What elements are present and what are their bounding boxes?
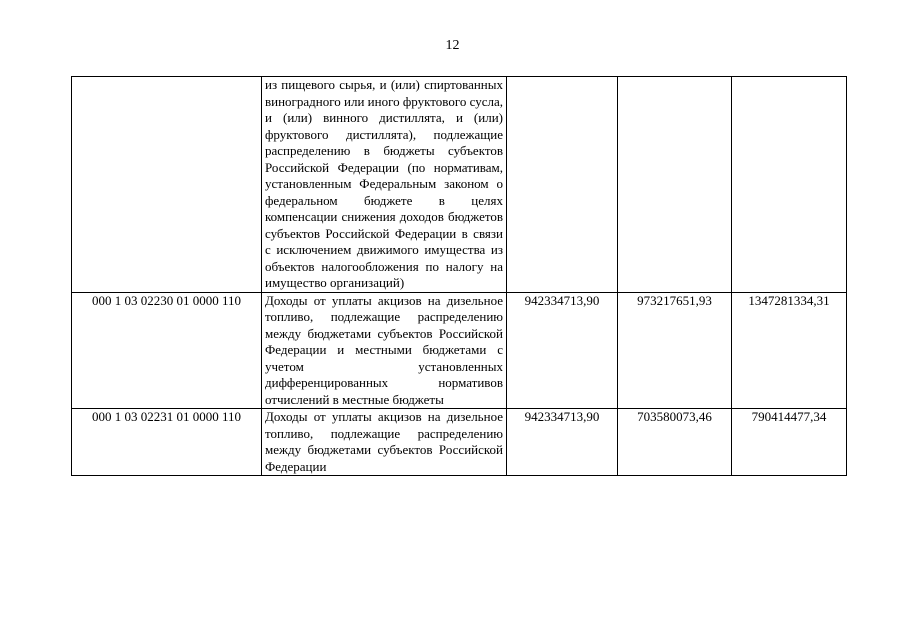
amount-cell-3: 790414477,34 <box>732 409 847 476</box>
page-number: 12 <box>445 38 460 53</box>
budget-code-cell <box>72 77 262 293</box>
revenue-name-cell: из пищевого сырья, и (или) спиртованных виноградного или иного фруктового сусла, и (или) винного дистиллята, и (или) фруктового дистиллята), подлежащие распределению в бюджеты субъектов Российской Федерации (по нормативам, установленным Федеральным законом о федеральном бюджете в целях компенсации снижения доходов бюджетов субъектов Российской Федерации в связи с исключением движимого имущества из объектов налогообложения по налогу на имущество организаций) <box>262 77 507 293</box>
amount-cell-1 <box>507 77 618 293</box>
budget-code-cell: 000 1 03 02231 01 0000 110 <box>72 409 262 476</box>
amount-cell-1: 942334713,90 <box>507 292 618 409</box>
amount-cell-2: 973217651,93 <box>618 292 732 409</box>
amount-cell-2: 703580073,46 <box>618 409 732 476</box>
revenue-table <box>71 76 847 476</box>
table-row <box>72 292 847 409</box>
amount-cell-3: 1347281334,31 <box>732 292 847 409</box>
budget-code-cell: 000 1 03 02230 01 0000 110 <box>72 292 262 409</box>
revenue-name-cell: Доходы от уплаты акцизов на дизельное топливо, подлежащие распределению между бюджетами субъектов Российской Федерации <box>262 409 507 476</box>
amount-cell-2 <box>618 77 732 293</box>
table-row <box>72 77 847 293</box>
table-row <box>72 409 847 476</box>
amount-cell-3 <box>732 77 847 293</box>
revenue-name-cell: Доходы от уплаты акцизов на дизельное топливо, подлежащие распределению между бюджетами субъектов Российской Федерации и местными бюджетами с учетом установленных дифференцированных нормативов отчислений в местные бюджеты <box>262 292 507 409</box>
amount-cell-1: 942334713,90 <box>507 409 618 476</box>
